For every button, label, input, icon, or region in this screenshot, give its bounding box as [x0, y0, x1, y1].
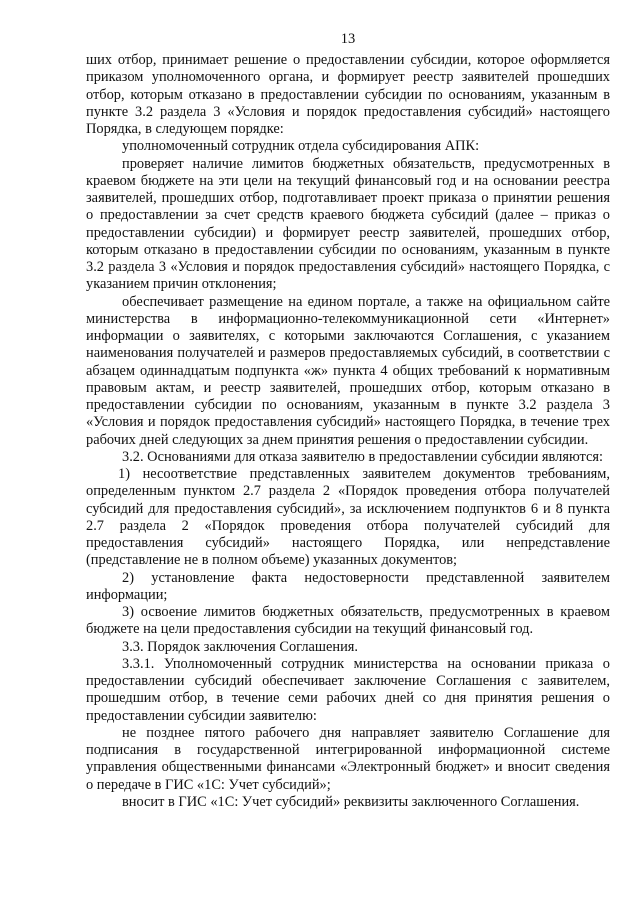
list-item-3: 3) освоение лимитов бюджетных обязательств, предусмотренных в краевом бюджете на цели предоставления субсидии на текущий финансовый год. — [86, 604, 610, 638]
paragraph-fifth-day: не позднее пятого рабочего дня направляет заявителю Соглашение для подписания в государственной интегрированной информационной системе управления общественными финансами «Электронный бюджет» и вносит сведения о передаче в ГИС «1С: Учет субсидий»; — [86, 724, 610, 793]
list-item-2: 2) установление факта недостоверности представленной заявителем информации; — [86, 569, 610, 603]
document-page — [86, 30, 610, 811]
page-number: 13 — [340, 31, 356, 47]
paragraph-continuation: ших отбор, принимает решение о предоставлении субсидии, которое оформляется приказом уполномоченного органа, и формирует реестр заявителей прошедших отбор, которым отказано в предоставлении субсидии по основаниям, указанным в пункте 3.2 раздела 3 «Условия и порядок предоставления субсидий» настоящего Порядка, в следующем порядке: — [86, 52, 610, 137]
paragraph-checks-limits: проверяет наличие лимитов бюджетных обязательств, предусмотренных в краевом бюджете на эти цели на текущий финансовый год и на основании реестра заявителей, прошедших отбор, подготавливает проект приказа о принятии решения о предоставлении за счет средств краевого бюджета субсидий (далее – приказ о предоставлении субсидии) и формирует реестр заявителей, прошедших отбор, которым отказано в предоставлении субсидии по основаниям, указанным в пункте 3.2 раздела 3 «Условия и порядок предоставления субсидий» настоящего Порядка, с указанием причин отклонения; — [86, 155, 610, 293]
paragraph-section-3-3: 3.3. Порядок заключения Соглашения. — [122, 638, 359, 655]
paragraph-apk-officer: уполномоченный сотрудник отдела субсидирования АПК: — [122, 138, 480, 155]
list-item-1: 1) несоответствие представленных заявителем документов требованиям, определенным пунктом 2.7 раздела 2 «Порядок проведения отбора получателей субсидий для предоставления субсидий», за исключением подпунктов 6 и 8 пункта 2.7 раздела 2 «Порядок проведения отбора получателей субсидий для предоставления субсидий» настоящего Порядка, или непредставление (представление не в полном объеме) указанных документов; — [86, 466, 610, 569]
paragraph-requisites: вносит в ГИС «1С: Учет субсидий» реквизиты заключенного Соглашения. — [122, 793, 580, 810]
paragraph-section-3-2: 3.2. Основаниями для отказа заявителю в предоставлении субсидии являются: — [122, 448, 603, 465]
paragraph-section-3-3-1: 3.3.1. Уполномоченный сотрудник министерства на основании приказа о предоставлении субсидий обеспечивает заключение Соглашения с заявителем, прошедшим отбор, в течение семи рабочих дней со дня принятия решения о предоставлении субсидии заявителю: — [86, 655, 610, 724]
paragraph-publication: обеспечивает размещение на едином портале, а также на официальном сайте министерства в информационно-телекоммуникационной сети «Интернет» информации о заявителях, с которыми заключаются Соглашения, с указанием наименования получателей и размеров предоставляемых субсидий, в соответствии с абзацем одиннадцатым подпункта «ж» пункта 4 общих требований к нормативным правовым актам, и реестр заявителей, прошедших отбор, которым отказано в предоставлении субсидии по основаниям, указанным в пункте 3.2 раздела 3 «Условия и порядок предоставления субсидий» настоящего Порядка, в течение трех рабочих дней следующих за днем принятия решения о предоставлении субсидии. — [86, 293, 610, 448]
